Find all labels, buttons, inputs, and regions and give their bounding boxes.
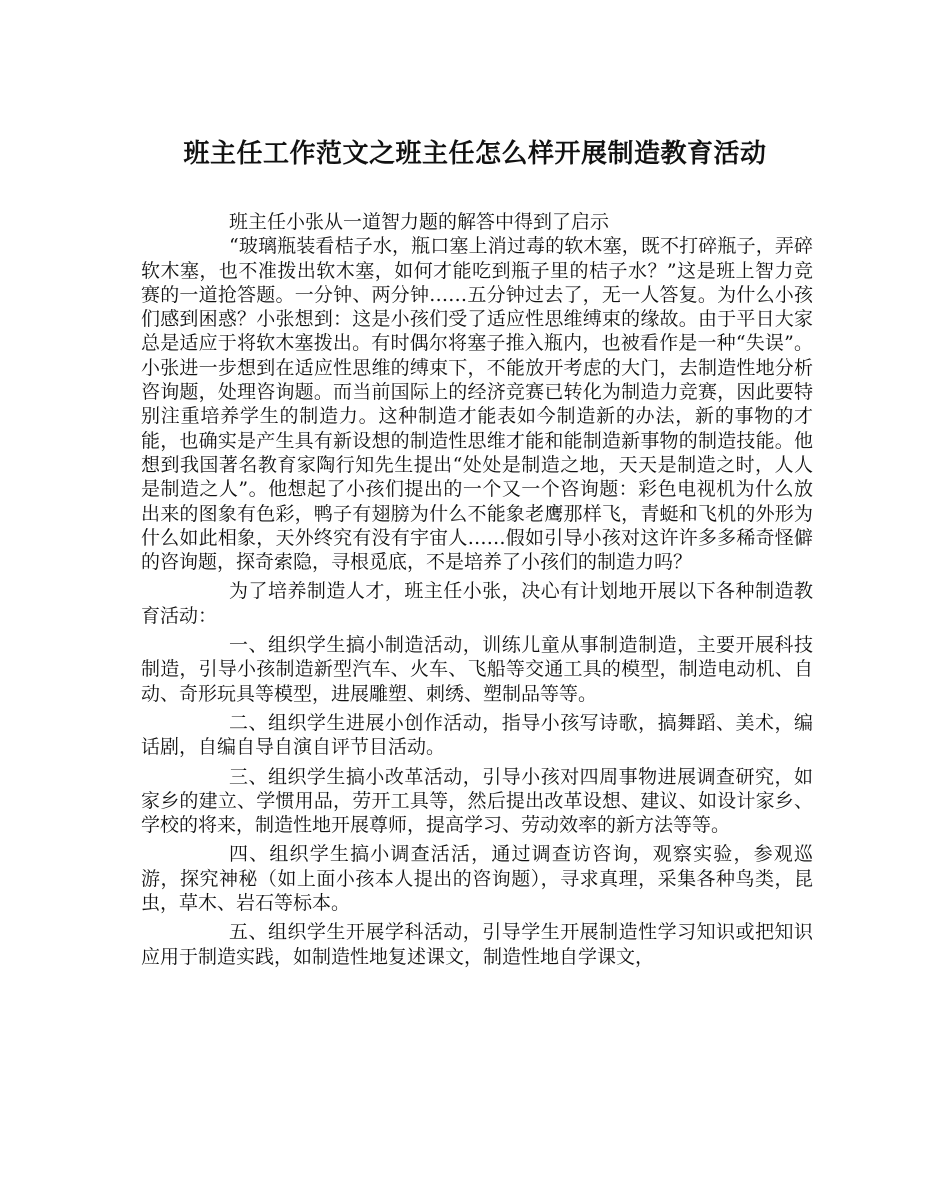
paragraph-item-3: 三、组织学生搞小改革活动，引导小孩对四周事物进展调查研究，如家乡的建立、学惯用品，劳开工具等，然后提出改革设想、建议、如设计家乡、学校的将来，制造性地开展尊师，提高学习、劳动效率的新方法等等。 (141, 765, 813, 837)
paragraph-intro: 班主任小张从一道智力题的解答中得到了启示 (229, 211, 610, 233)
paragraph-story: “玻璃瓶装看桔子水，瓶口塞上消过毒的软木塞，既不打碎瓶子，弄碎软木塞，也不准拨出软木塞，如何才能吃到瓶子里的桔子水？”这是班上智力竞赛的一道抢答题。一分钟、两分钟……五分钟过去了，无一人答复。为什么小孩们感到困惑？小张想到：这是小孩们受了适应性思维缚束的缘故。由于平日大家总是适应于将软木塞拨出。有时偶尔将塞子推入瓶内，也被看作是一种“失误”。小张进一步想到在适应性思维的缚束下，不能放开考虑的大门，去制造性地分析咨询题，处理咨询题。而当前国际上的经济竞赛已转化为制造力竞赛，因此要特别注重培养学生的制造力。这种制造才能表如今制造新的办法，新的事物的才能，也确实是产生具有新设想的制造性思维才能和能制造新事物的制造技能。他想到我国著名教育家陶行知先生提出“处处是制造之地，天天是制造之时，人人是制造之人”。他想起了小孩们提出的一个又一个咨询题：彩色电视机为什么放出来的图象有色彩，鸭子有翅膀为什么不能象老鹰那样飞，青蜓和飞机的外形为什么如此相象，天外终究有没有宇宙人……假如引导小孩对这许许多多稀奇怪僻的咨询题，探奇索隐，寻根觅底，不是培养了小孩们的制造力吗？ (141, 235, 813, 574)
paragraph-plan: 为了培养制造人才，班主任小张，决心有计划地开展以下各种制造教育活动： (141, 580, 813, 627)
document-title: 班主任工作范文之班主任怎么样开展制造教育活动 (183, 139, 767, 169)
paragraph-item-2: 二、组织学生进展小创作活动，指导小孩写诗歌，搞舞蹈、美术，编话剧，自编自导自演自评节目活动。 (141, 711, 813, 759)
document-body (141, 210, 813, 969)
paragraph-item-5: 五、组织学生开展学科活动，引导学生开展制造性学习知识或把知识应用于制造实践，如制造性地复述课文，制造性地自学课文， (141, 921, 813, 968)
paragraph-item-4: 四、组织学生搞小调查活活，通过调查访咨询，观察实验，参观巡游，探究神秘（如上面小孩本人提出的咨询题），寻求真理，采集各种鸟类，昆虫，草木、岩石等标本。 (141, 843, 813, 915)
paragraph-item-1: 一、组织学生搞小制造活动，训练儿童从事制造制造，主要开展科技制造，引导小孩制造新型汽车、火车、飞船等交通工具的模型，制造电动机、自动、奇形玩具等模型，进展雕塑、刺绣、塑制品等等。 (141, 634, 813, 705)
